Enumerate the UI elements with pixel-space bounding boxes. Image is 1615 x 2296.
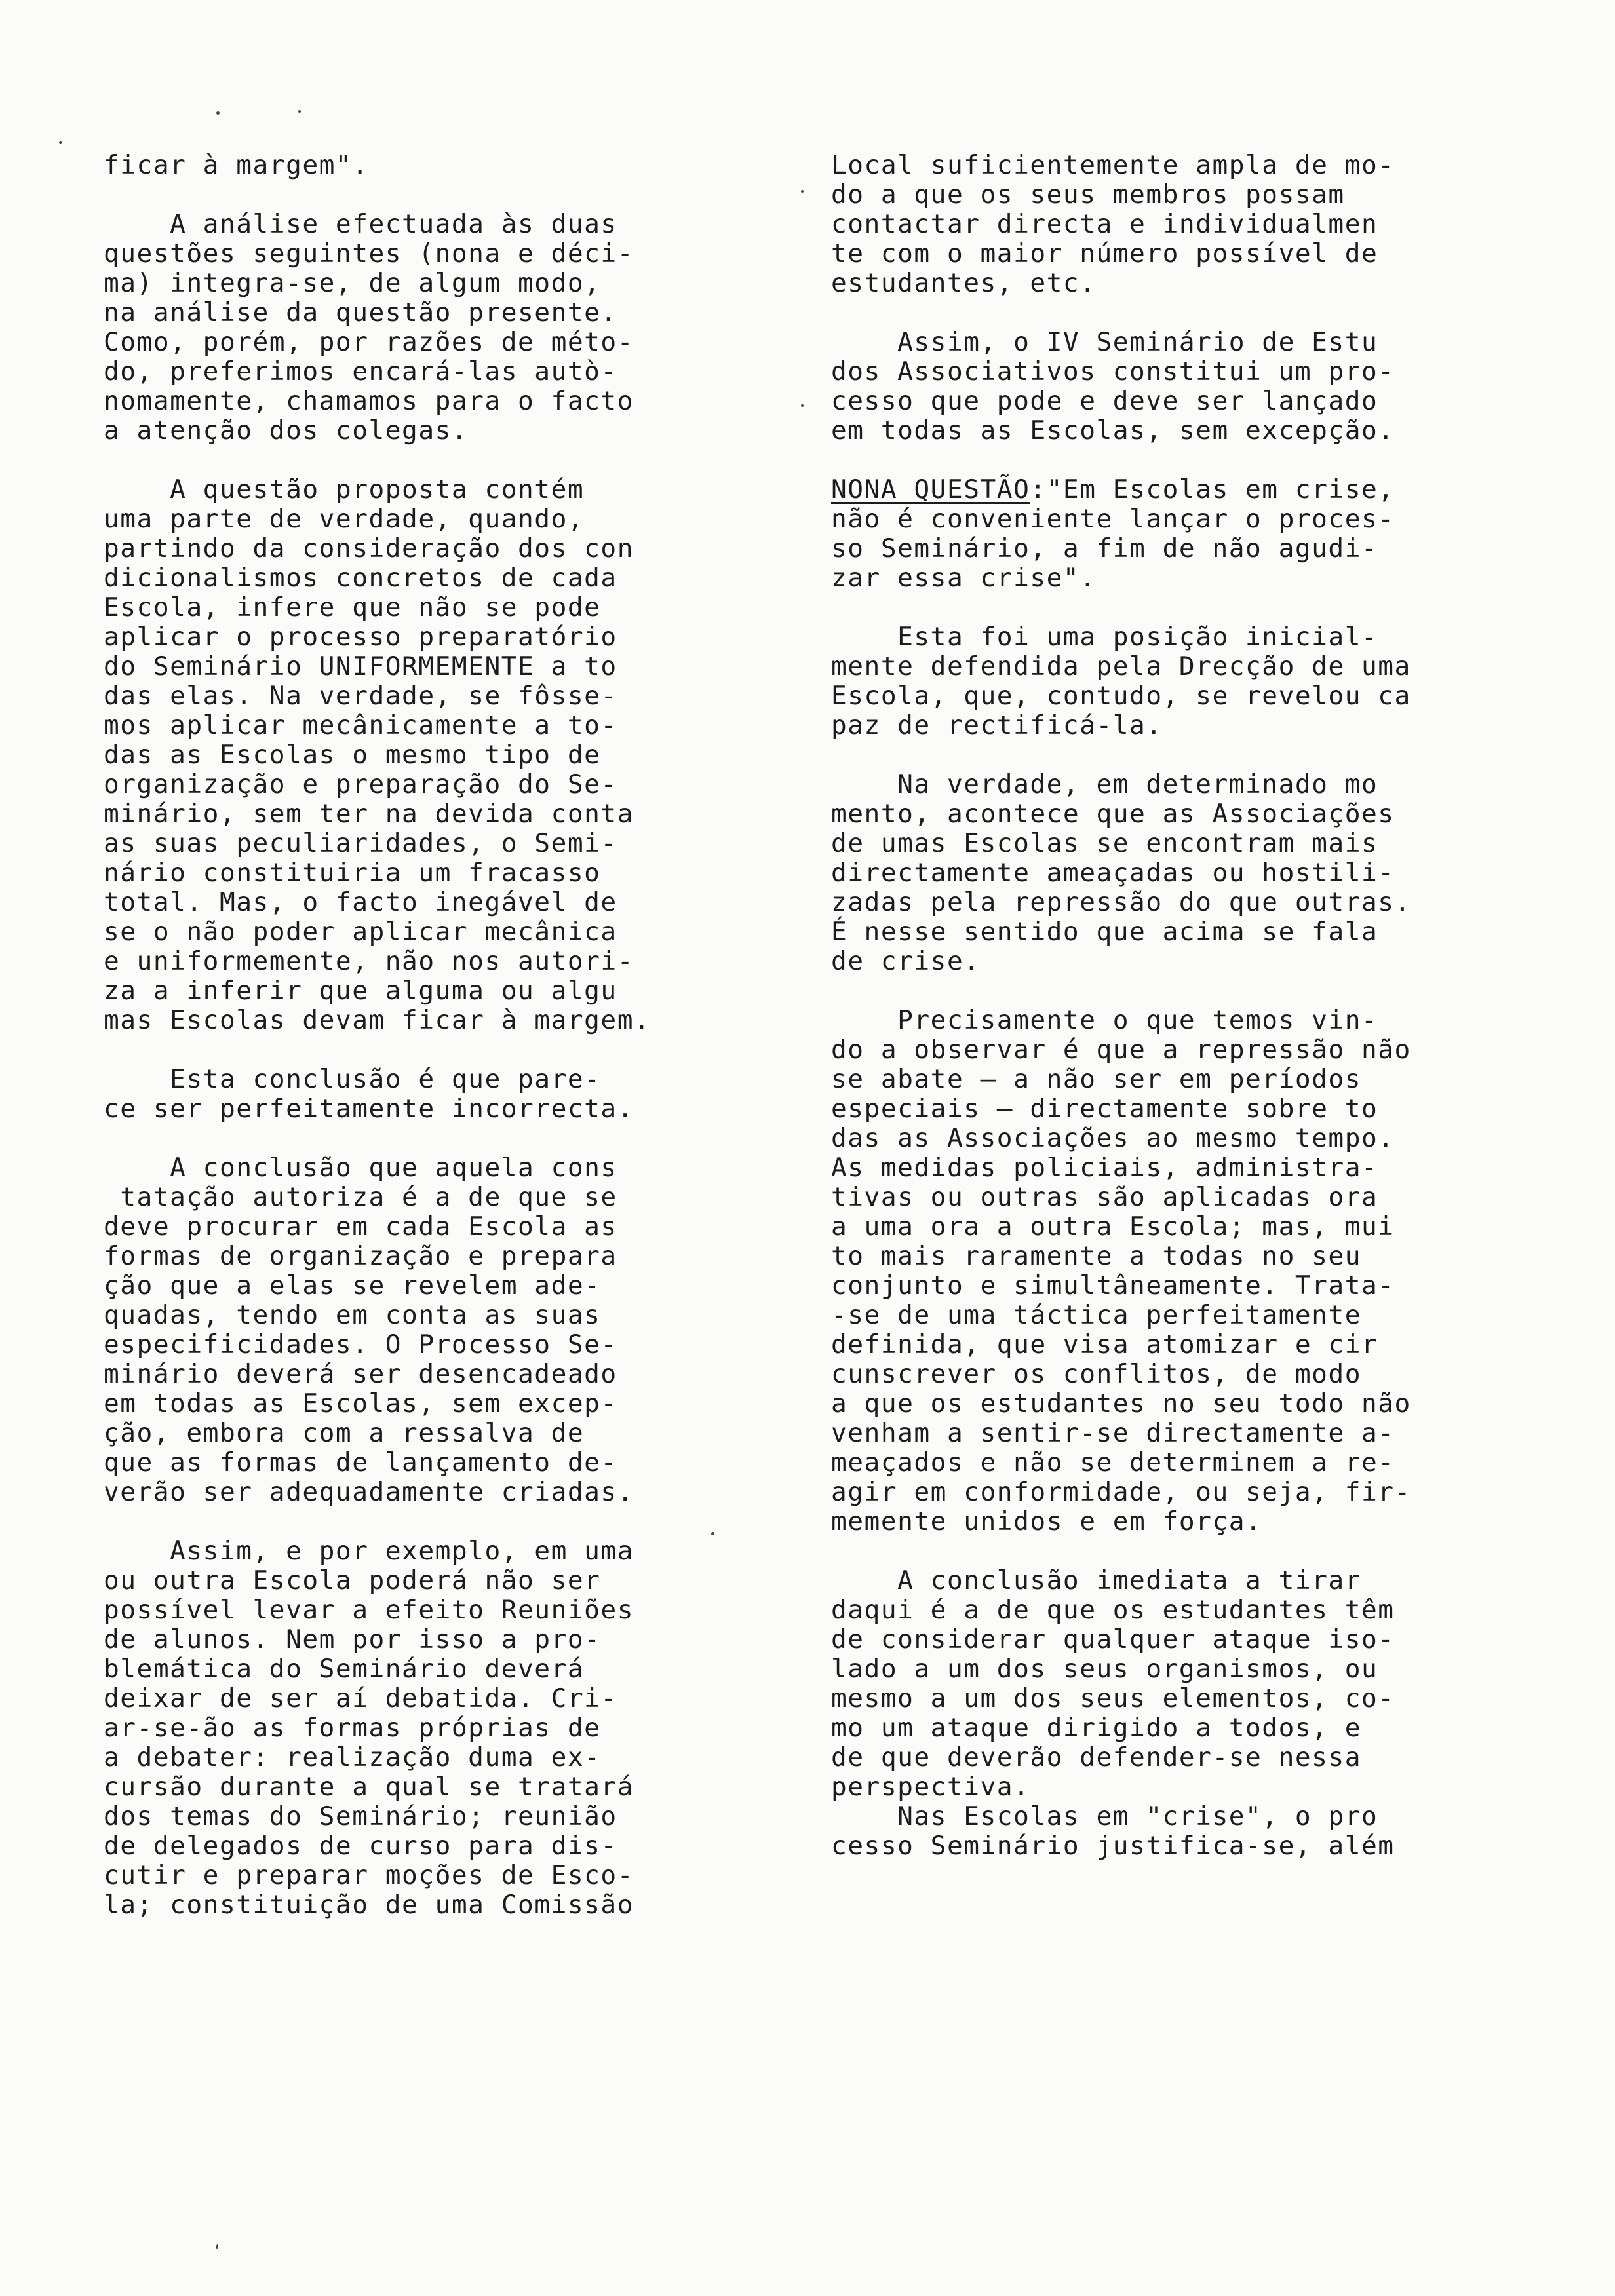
line-text: mas Escolas devam ficar à margem. bbox=[104, 1005, 651, 1035]
text-line bbox=[104, 1861, 766, 1890]
line-text: dos Associativos constitui um pro- bbox=[831, 356, 1395, 387]
line-text: do Seminário UNIFORMEMENTE a to bbox=[104, 651, 617, 681]
line-text: A conclusão que aquela cons bbox=[104, 1153, 617, 1183]
paragraph bbox=[831, 475, 1519, 593]
text-line bbox=[831, 681, 1519, 711]
text-line bbox=[831, 1212, 1519, 1242]
text-line bbox=[831, 1183, 1519, 1212]
line-text: na análise da questão presente. bbox=[104, 297, 617, 328]
line-text: venham a sentir-se directamente a- bbox=[831, 1418, 1395, 1448]
line-text: Precisamente o que temos vin- bbox=[831, 1005, 1378, 1035]
line-text: ma) integra-se, de algum modo, bbox=[104, 268, 601, 298]
paragraph bbox=[831, 770, 1519, 976]
line-text: la; constituição de uma Comissão bbox=[104, 1890, 634, 1920]
line-text: zar essa crise". bbox=[831, 563, 1097, 593]
text-line bbox=[104, 1389, 766, 1419]
text-line bbox=[831, 357, 1519, 387]
line-text: blemática do Seminário deverá bbox=[104, 1654, 585, 1684]
text-line bbox=[831, 151, 1519, 180]
line-text: mo um ataque dirigido a todos, e bbox=[831, 1713, 1361, 1743]
text-line bbox=[104, 1772, 766, 1802]
text-line bbox=[104, 1537, 766, 1566]
text-line bbox=[104, 416, 766, 446]
line-text: mos aplicar mecânicamente a to- bbox=[104, 710, 617, 740]
text-line bbox=[104, 269, 766, 298]
text-line bbox=[104, 210, 766, 239]
line-text: ficar à margem". bbox=[104, 150, 369, 180]
scan-speck bbox=[801, 404, 804, 407]
line-text: em todas as Escolas, sem excep- bbox=[104, 1388, 617, 1419]
text-line bbox=[831, 1507, 1519, 1537]
line-text: cesso que pode e deve ser lançado bbox=[831, 386, 1378, 416]
text-line bbox=[104, 298, 766, 328]
line-text: Escola, que, contudo, se revelou ca bbox=[831, 681, 1411, 711]
text-line bbox=[831, 947, 1519, 976]
line-text: a debater: realização duma ex- bbox=[104, 1742, 601, 1772]
text-line bbox=[104, 1153, 766, 1183]
line-text: a uma ora a outra Escola; mas, mui bbox=[831, 1212, 1395, 1242]
text-line bbox=[831, 1625, 1519, 1655]
paragraph-gap bbox=[104, 1124, 766, 1153]
paragraph-gap bbox=[831, 976, 1519, 1006]
scan-speck bbox=[216, 2244, 218, 2249]
text-line bbox=[831, 858, 1519, 888]
text-line bbox=[104, 357, 766, 387]
paragraph-gap bbox=[831, 1537, 1519, 1566]
line-text: aplicar o processo preparatório bbox=[104, 622, 617, 652]
text-line bbox=[104, 1242, 766, 1271]
line-text: das elas. Na verdade, se fôsse- bbox=[104, 681, 617, 711]
text-line bbox=[831, 622, 1519, 652]
line-text: do a observar é que a repressão não bbox=[831, 1035, 1411, 1065]
line-text: de alunos. Nem por isso a pro- bbox=[104, 1624, 601, 1655]
right-column bbox=[831, 151, 1519, 1861]
line-text: de crise. bbox=[831, 946, 981, 976]
line-text: to mais raramente a todas no seu bbox=[831, 1241, 1361, 1271]
text-line bbox=[104, 328, 766, 357]
text-line bbox=[831, 1419, 1519, 1448]
line-text: directamente ameaçadas ou hostili- bbox=[831, 858, 1395, 888]
paragraph bbox=[104, 1065, 766, 1124]
line-text: possível levar a efeito Reuniões bbox=[104, 1595, 634, 1625]
line-text: ção que a elas se revelem ade- bbox=[104, 1271, 601, 1301]
line-text: formas de organização e prepara bbox=[104, 1241, 617, 1271]
text-line bbox=[104, 1684, 766, 1713]
text-line bbox=[831, 475, 1519, 505]
line-text: Assim, e por exemplo, em uma bbox=[104, 1536, 634, 1566]
text-line bbox=[831, 1242, 1519, 1271]
line-text: verão ser adequadamente criadas. bbox=[104, 1477, 634, 1507]
line-text: de considerar qualquer ataque iso- bbox=[831, 1624, 1395, 1655]
line-text: conjunto e simultâneamente. Trata- bbox=[831, 1271, 1395, 1301]
text-line bbox=[104, 1802, 766, 1831]
paragraph bbox=[104, 1153, 766, 1507]
line-text: agir em conformidade, ou seja, fir- bbox=[831, 1477, 1411, 1507]
line-text: so Seminário, a fim de não agudi- bbox=[831, 533, 1378, 564]
line-text: em todas as Escolas, sem excepção. bbox=[831, 415, 1395, 446]
text-line bbox=[104, 917, 766, 947]
line-text: cesso Seminário justifica-se, além bbox=[831, 1831, 1395, 1861]
line-text: Local suficientemente ampla de mo- bbox=[831, 150, 1395, 180]
text-line bbox=[104, 681, 766, 711]
text-line bbox=[831, 505, 1519, 534]
line-text: cursão durante a qual se tratará bbox=[104, 1772, 634, 1802]
paragraph bbox=[831, 151, 1519, 298]
text-line bbox=[104, 1419, 766, 1448]
line-text: se abate — a não ser em períodos bbox=[831, 1064, 1361, 1094]
text-line bbox=[104, 534, 766, 564]
line-text: dos temas do Seminário; reunião bbox=[104, 1801, 617, 1831]
line-text: nomamente, chamamos para o facto bbox=[104, 386, 634, 416]
line-text: partindo da consideração dos con bbox=[104, 533, 634, 564]
paragraph-gap bbox=[104, 446, 766, 475]
text-line bbox=[831, 1802, 1519, 1831]
text-line bbox=[831, 564, 1519, 593]
line-text: cutir e preparar moções de Esco- bbox=[104, 1860, 634, 1890]
text-line bbox=[831, 1124, 1519, 1153]
text-line bbox=[104, 740, 766, 770]
line-text: :"Em Escolas em crise, bbox=[1030, 474, 1395, 505]
text-line bbox=[831, 1330, 1519, 1360]
line-text: ar-se-ão as formas próprias de bbox=[104, 1713, 601, 1743]
text-line bbox=[831, 1094, 1519, 1124]
line-text: mente defendida pela Drecção de uma bbox=[831, 651, 1411, 681]
text-line bbox=[104, 1183, 766, 1212]
line-text: -se de uma táctica perfeitamente bbox=[831, 1300, 1361, 1330]
line-text: paz de rectificá-la. bbox=[831, 710, 1163, 740]
text-line bbox=[104, 711, 766, 740]
line-text: uma parte de verdade, quando, bbox=[104, 504, 585, 534]
text-line bbox=[831, 1301, 1519, 1330]
text-line bbox=[104, 1713, 766, 1743]
text-line bbox=[104, 1301, 766, 1330]
line-text: das as Escolas o mesmo tipo de bbox=[104, 740, 601, 770]
text-line bbox=[104, 564, 766, 593]
line-text: especificidades. O Processo Se- bbox=[104, 1330, 617, 1360]
paragraph-gap bbox=[831, 298, 1519, 328]
line-text: estudantes, etc. bbox=[831, 268, 1097, 298]
text-line bbox=[831, 917, 1519, 947]
text-line bbox=[104, 1330, 766, 1360]
text-line bbox=[104, 1212, 766, 1242]
line-text: minário deverá ser desencadeado bbox=[104, 1359, 617, 1389]
paragraph-gap bbox=[104, 1035, 766, 1065]
line-text: nário constituiria um fracasso bbox=[104, 858, 601, 888]
line-text: de que deverão defender-se nessa bbox=[831, 1742, 1361, 1772]
line-text: daqui é a de que os estudantes têm bbox=[831, 1595, 1395, 1625]
text-line bbox=[831, 210, 1519, 239]
text-line bbox=[104, 593, 766, 622]
text-line bbox=[104, 387, 766, 416]
line-text: Esta conclusão é que pare- bbox=[104, 1064, 601, 1094]
line-text: ce ser perfeitamente incorrecta. bbox=[104, 1094, 634, 1124]
line-text: especiais — directamente sobre to bbox=[831, 1094, 1378, 1124]
text-line bbox=[831, 770, 1519, 799]
text-line bbox=[104, 475, 766, 505]
text-line bbox=[831, 829, 1519, 858]
text-line bbox=[104, 239, 766, 269]
line-text: mento, acontece que as Associações bbox=[831, 799, 1395, 829]
text-line bbox=[104, 1566, 766, 1596]
text-line bbox=[104, 1596, 766, 1625]
line-text: de umas Escolas se encontram mais bbox=[831, 828, 1378, 858]
line-text: não é conveniente lançar o proces- bbox=[831, 504, 1395, 534]
text-line bbox=[831, 180, 1519, 210]
line-text: Escola, infere que não se pode bbox=[104, 592, 601, 622]
line-text: A conclusão imediata a tirar bbox=[831, 1565, 1361, 1596]
paragraph bbox=[831, 622, 1519, 740]
line-text: As medidas policiais, administra- bbox=[831, 1153, 1378, 1183]
line-text: ou outra Escola poderá não ser bbox=[104, 1565, 601, 1596]
line-text: zadas pela repressão do que outras. bbox=[831, 887, 1411, 917]
text-line bbox=[831, 1065, 1519, 1094]
paragraph bbox=[104, 475, 766, 1035]
scan-speck bbox=[711, 1532, 714, 1535]
text-line bbox=[831, 1596, 1519, 1625]
text-line bbox=[831, 799, 1519, 829]
line-text: deve procurar em cada Escola as bbox=[104, 1212, 617, 1242]
text-line bbox=[831, 1655, 1519, 1684]
text-line bbox=[104, 505, 766, 534]
text-line bbox=[831, 1743, 1519, 1772]
text-line bbox=[104, 770, 766, 799]
line-text: contactar directa e individualmen bbox=[831, 209, 1378, 239]
line-text: das as Associações ao mesmo tempo. bbox=[831, 1123, 1395, 1153]
paragraph bbox=[104, 210, 766, 446]
text-line bbox=[104, 1831, 766, 1861]
scan-speck bbox=[298, 110, 301, 113]
text-line bbox=[831, 1831, 1519, 1861]
section-heading: NONA QUESTÃO bbox=[831, 474, 1030, 505]
text-line bbox=[831, 1713, 1519, 1743]
line-text: É nesse sentido que acima se fala bbox=[831, 917, 1378, 947]
line-text: te com o maior número possível de bbox=[831, 239, 1378, 269]
text-line bbox=[831, 1566, 1519, 1596]
text-line bbox=[831, 888, 1519, 917]
line-text: meaçados e não se determinem a re- bbox=[831, 1447, 1395, 1478]
line-text: do, preferimos encará-las autò- bbox=[104, 356, 617, 387]
text-line bbox=[104, 1890, 766, 1920]
line-text: Esta foi uma posição inicial- bbox=[831, 622, 1378, 652]
text-line bbox=[104, 1271, 766, 1301]
text-line bbox=[831, 534, 1519, 564]
line-text: memente unidos e em força. bbox=[831, 1506, 1262, 1537]
scan-speck bbox=[216, 111, 220, 115]
text-line bbox=[104, 947, 766, 976]
line-text: A questão proposta contém bbox=[104, 474, 585, 505]
text-line bbox=[104, 976, 766, 1006]
paragraph bbox=[104, 1537, 766, 1920]
text-line bbox=[831, 1153, 1519, 1183]
line-text: as suas peculiaridades, o Semi- bbox=[104, 828, 617, 858]
text-line bbox=[831, 328, 1519, 357]
text-line bbox=[104, 622, 766, 652]
text-line bbox=[831, 1448, 1519, 1478]
line-text: minário, sem ter na devida conta bbox=[104, 799, 634, 829]
line-text: do a que os seus membros possam bbox=[831, 180, 1345, 210]
scan-speck bbox=[801, 190, 804, 193]
paragraph bbox=[831, 328, 1519, 446]
scan-speck bbox=[59, 141, 62, 144]
line-text: tatação autoriza é a de que se bbox=[104, 1182, 617, 1212]
left-column bbox=[104, 151, 766, 1920]
line-text: tivas ou outras são aplicadas ora bbox=[831, 1182, 1378, 1212]
text-line bbox=[831, 1360, 1519, 1389]
text-line bbox=[831, 1035, 1519, 1065]
line-text: A análise efectuada às duas bbox=[104, 209, 617, 239]
text-line bbox=[831, 1684, 1519, 1713]
text-line bbox=[831, 711, 1519, 740]
text-line bbox=[831, 1772, 1519, 1802]
line-text: definida, que visa atomizar e cir bbox=[831, 1330, 1378, 1360]
line-text: cunscrever os conflitos, de modo bbox=[831, 1359, 1361, 1389]
line-text: total. Mas, o facto inegável de bbox=[104, 887, 617, 917]
text-line bbox=[831, 416, 1519, 446]
line-text: se o não poder aplicar mecânica bbox=[104, 917, 617, 947]
text-line bbox=[104, 1625, 766, 1655]
line-text: Assim, o IV Seminário de Estu bbox=[831, 327, 1378, 357]
text-line bbox=[831, 239, 1519, 269]
paragraph-gap bbox=[831, 740, 1519, 770]
text-line bbox=[104, 652, 766, 681]
text-line bbox=[831, 1478, 1519, 1507]
text-line bbox=[104, 1094, 766, 1124]
text-line bbox=[831, 1389, 1519, 1419]
text-line bbox=[104, 1655, 766, 1684]
text-line bbox=[104, 829, 766, 858]
line-text: dicionalismos concretos de cada bbox=[104, 563, 617, 593]
line-text: ção, embora com a ressalva de bbox=[104, 1418, 585, 1448]
line-text: za a inferir que alguma ou algu bbox=[104, 976, 617, 1006]
line-text: quadas, tendo em conta as suas bbox=[104, 1300, 601, 1330]
text-line bbox=[104, 1360, 766, 1389]
paragraph-gap bbox=[831, 593, 1519, 622]
text-line bbox=[104, 799, 766, 829]
line-text: mesmo a um dos seus elementos, co- bbox=[831, 1683, 1395, 1713]
paragraph bbox=[104, 151, 766, 180]
text-line bbox=[104, 151, 766, 180]
line-text: a atenção dos colegas. bbox=[104, 415, 469, 446]
paragraph-gap bbox=[831, 446, 1519, 475]
text-line bbox=[831, 269, 1519, 298]
text-line bbox=[104, 1065, 766, 1094]
line-text: de delegados de curso para dis- bbox=[104, 1831, 617, 1861]
line-text: lado a um dos seus organismos, ou bbox=[831, 1654, 1378, 1684]
line-text: perspectiva. bbox=[831, 1772, 1030, 1802]
text-line bbox=[831, 1271, 1519, 1301]
text-line bbox=[104, 1478, 766, 1507]
text-line bbox=[831, 1006, 1519, 1035]
text-line bbox=[831, 387, 1519, 416]
line-text: Na verdade, em determinado mo bbox=[831, 769, 1378, 799]
paragraph bbox=[831, 1566, 1519, 1861]
line-text: deixar de ser aí debatida. Cri- bbox=[104, 1683, 617, 1713]
paragraph bbox=[831, 1006, 1519, 1537]
paragraph-gap bbox=[104, 180, 766, 210]
line-text: questões seguintes (nona e déci- bbox=[104, 239, 634, 269]
text-line bbox=[104, 888, 766, 917]
text-line bbox=[104, 1743, 766, 1772]
line-text: e uniformemente, não nos autori- bbox=[104, 946, 634, 976]
text-line bbox=[104, 1448, 766, 1478]
line-text: a que os estudantes no seu todo não bbox=[831, 1388, 1411, 1419]
text-line bbox=[104, 1006, 766, 1035]
paragraph-gap bbox=[104, 1507, 766, 1537]
line-text: que as formas de lançamento de- bbox=[104, 1447, 617, 1478]
line-text: Como, porém, por razões de méto- bbox=[104, 327, 634, 357]
line-text: organização e preparação do Se- bbox=[104, 769, 617, 799]
text-line bbox=[104, 858, 766, 888]
line-text: Nas Escolas em "crise", o pro bbox=[831, 1801, 1378, 1831]
text-line bbox=[831, 652, 1519, 681]
